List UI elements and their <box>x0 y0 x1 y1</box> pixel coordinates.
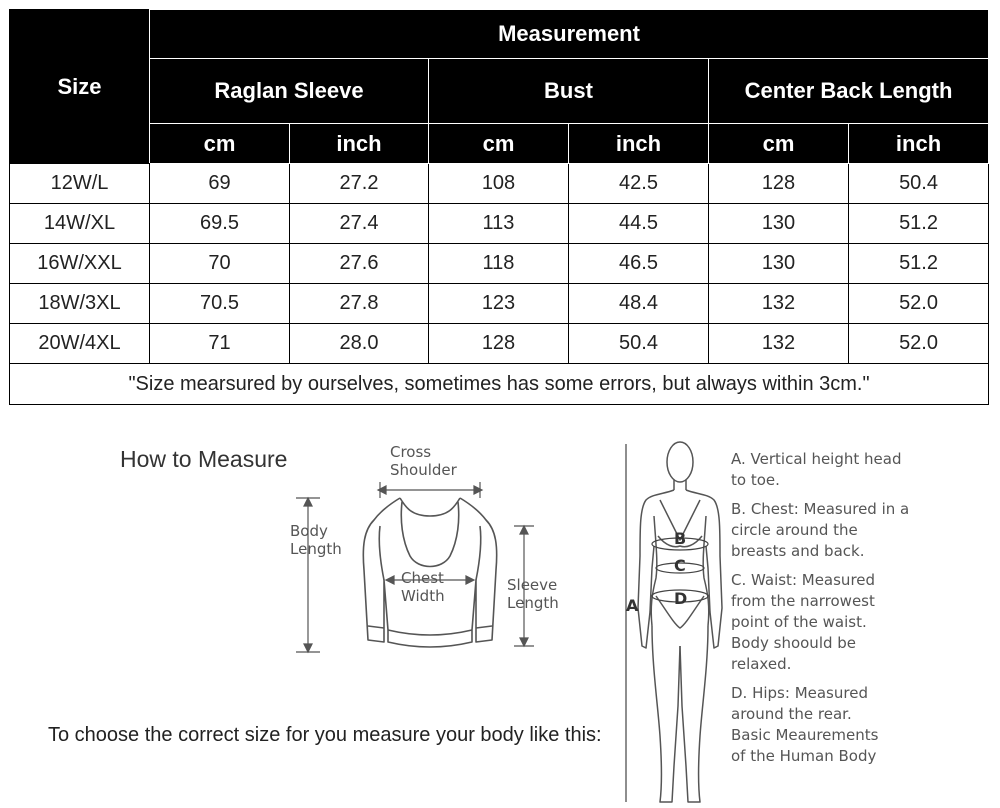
value-cell: 123 <box>429 284 569 324</box>
body-label-c: C <box>674 556 686 575</box>
cross-shoulder-label: Cross Shoulder <box>390 443 457 479</box>
value-cell: 130 <box>709 244 849 284</box>
measurement-definitions <box>731 449 991 775</box>
unit-header: cm <box>429 124 569 164</box>
value-cell: 132 <box>709 284 849 324</box>
size-cell: 20W/4XL <box>10 324 150 364</box>
table-row <box>10 204 989 244</box>
value-cell: 52.0 <box>849 324 989 364</box>
value-cell: 128 <box>429 324 569 364</box>
value-cell: 44.5 <box>569 204 709 244</box>
table-row <box>10 324 989 364</box>
value-cell: 51.2 <box>849 204 989 244</box>
value-cell: 52.0 <box>849 284 989 324</box>
value-cell: 51.2 <box>849 244 989 284</box>
how-to-measure-title: How to Measure <box>120 446 288 472</box>
body-label-a: A <box>626 596 639 615</box>
value-cell: 42.5 <box>569 164 709 204</box>
value-cell: 50.4 <box>569 324 709 364</box>
value-cell: 48.4 <box>569 284 709 324</box>
value-cell: 132 <box>709 324 849 364</box>
size-cell: 18W/3XL <box>10 284 150 324</box>
value-cell: 108 <box>429 164 569 204</box>
unit-header: cm <box>150 124 290 164</box>
value-cell: 71 <box>150 324 290 364</box>
table-row <box>10 164 989 204</box>
size-cell: 12W/L <box>10 164 150 204</box>
measurement-header: Measurement <box>150 10 989 59</box>
group-header-center-back-length: Center Back Length <box>709 59 989 124</box>
group-header-bust: Bust <box>429 59 709 124</box>
table-row <box>10 284 989 324</box>
value-cell: 113 <box>429 204 569 244</box>
value-cell: 128 <box>709 164 849 204</box>
definition-b: B. Chest: Measured in a circle around the breasts and back. <box>731 500 910 560</box>
value-cell: 27.2 <box>290 164 429 204</box>
value-cell: 69.5 <box>150 204 290 244</box>
value-cell: 70 <box>150 244 290 284</box>
value-cell: 70.5 <box>150 284 290 324</box>
table-row <box>10 244 989 284</box>
value-cell: 46.5 <box>569 244 709 284</box>
chest-width-label: Chest Width <box>401 569 445 605</box>
human-body-figure <box>620 436 730 808</box>
body-label-b: B <box>674 529 687 548</box>
value-cell: 27.4 <box>290 204 429 244</box>
size-cell: 14W/XL <box>10 204 150 244</box>
sleeve-length-label: Sleeve Length <box>507 576 559 612</box>
definition-c: C. Waist: Measured from the narrowest point of the waist. Body shoould be relaxed. <box>731 571 876 673</box>
value-cell: 130 <box>709 204 849 244</box>
unit-header: inch <box>290 124 429 164</box>
measurement-note: "Size mearsured by ourselves, sometimes has some errors, but always within 3cm." <box>10 364 989 405</box>
value-cell: 118 <box>429 244 569 284</box>
value-cell: 69 <box>150 164 290 204</box>
value-cell: 27.6 <box>290 244 429 284</box>
definition-a: A. Vertical height head to toe. <box>731 450 902 489</box>
body-label-d: D <box>674 589 688 608</box>
value-cell: 50.4 <box>849 164 989 204</box>
group-header-raglan-sleeve: Raglan Sleeve <box>150 59 429 124</box>
measure-instruction: To choose the correct size for you measure your body like this: <box>48 724 602 746</box>
body-length-label: Body Length <box>290 522 342 558</box>
unit-header: cm <box>709 124 849 164</box>
value-cell: 28.0 <box>290 324 429 364</box>
unit-header: inch <box>849 124 989 164</box>
value-cell: 27.8 <box>290 284 429 324</box>
size-chart-table <box>9 9 989 405</box>
definition-d: D. Hips: Measured around the rear. Basic Meaurements of the Human Body <box>731 684 879 765</box>
unit-header: inch <box>569 124 709 164</box>
size-header: Size <box>10 10 150 164</box>
size-cell: 16W/XXL <box>10 244 150 284</box>
